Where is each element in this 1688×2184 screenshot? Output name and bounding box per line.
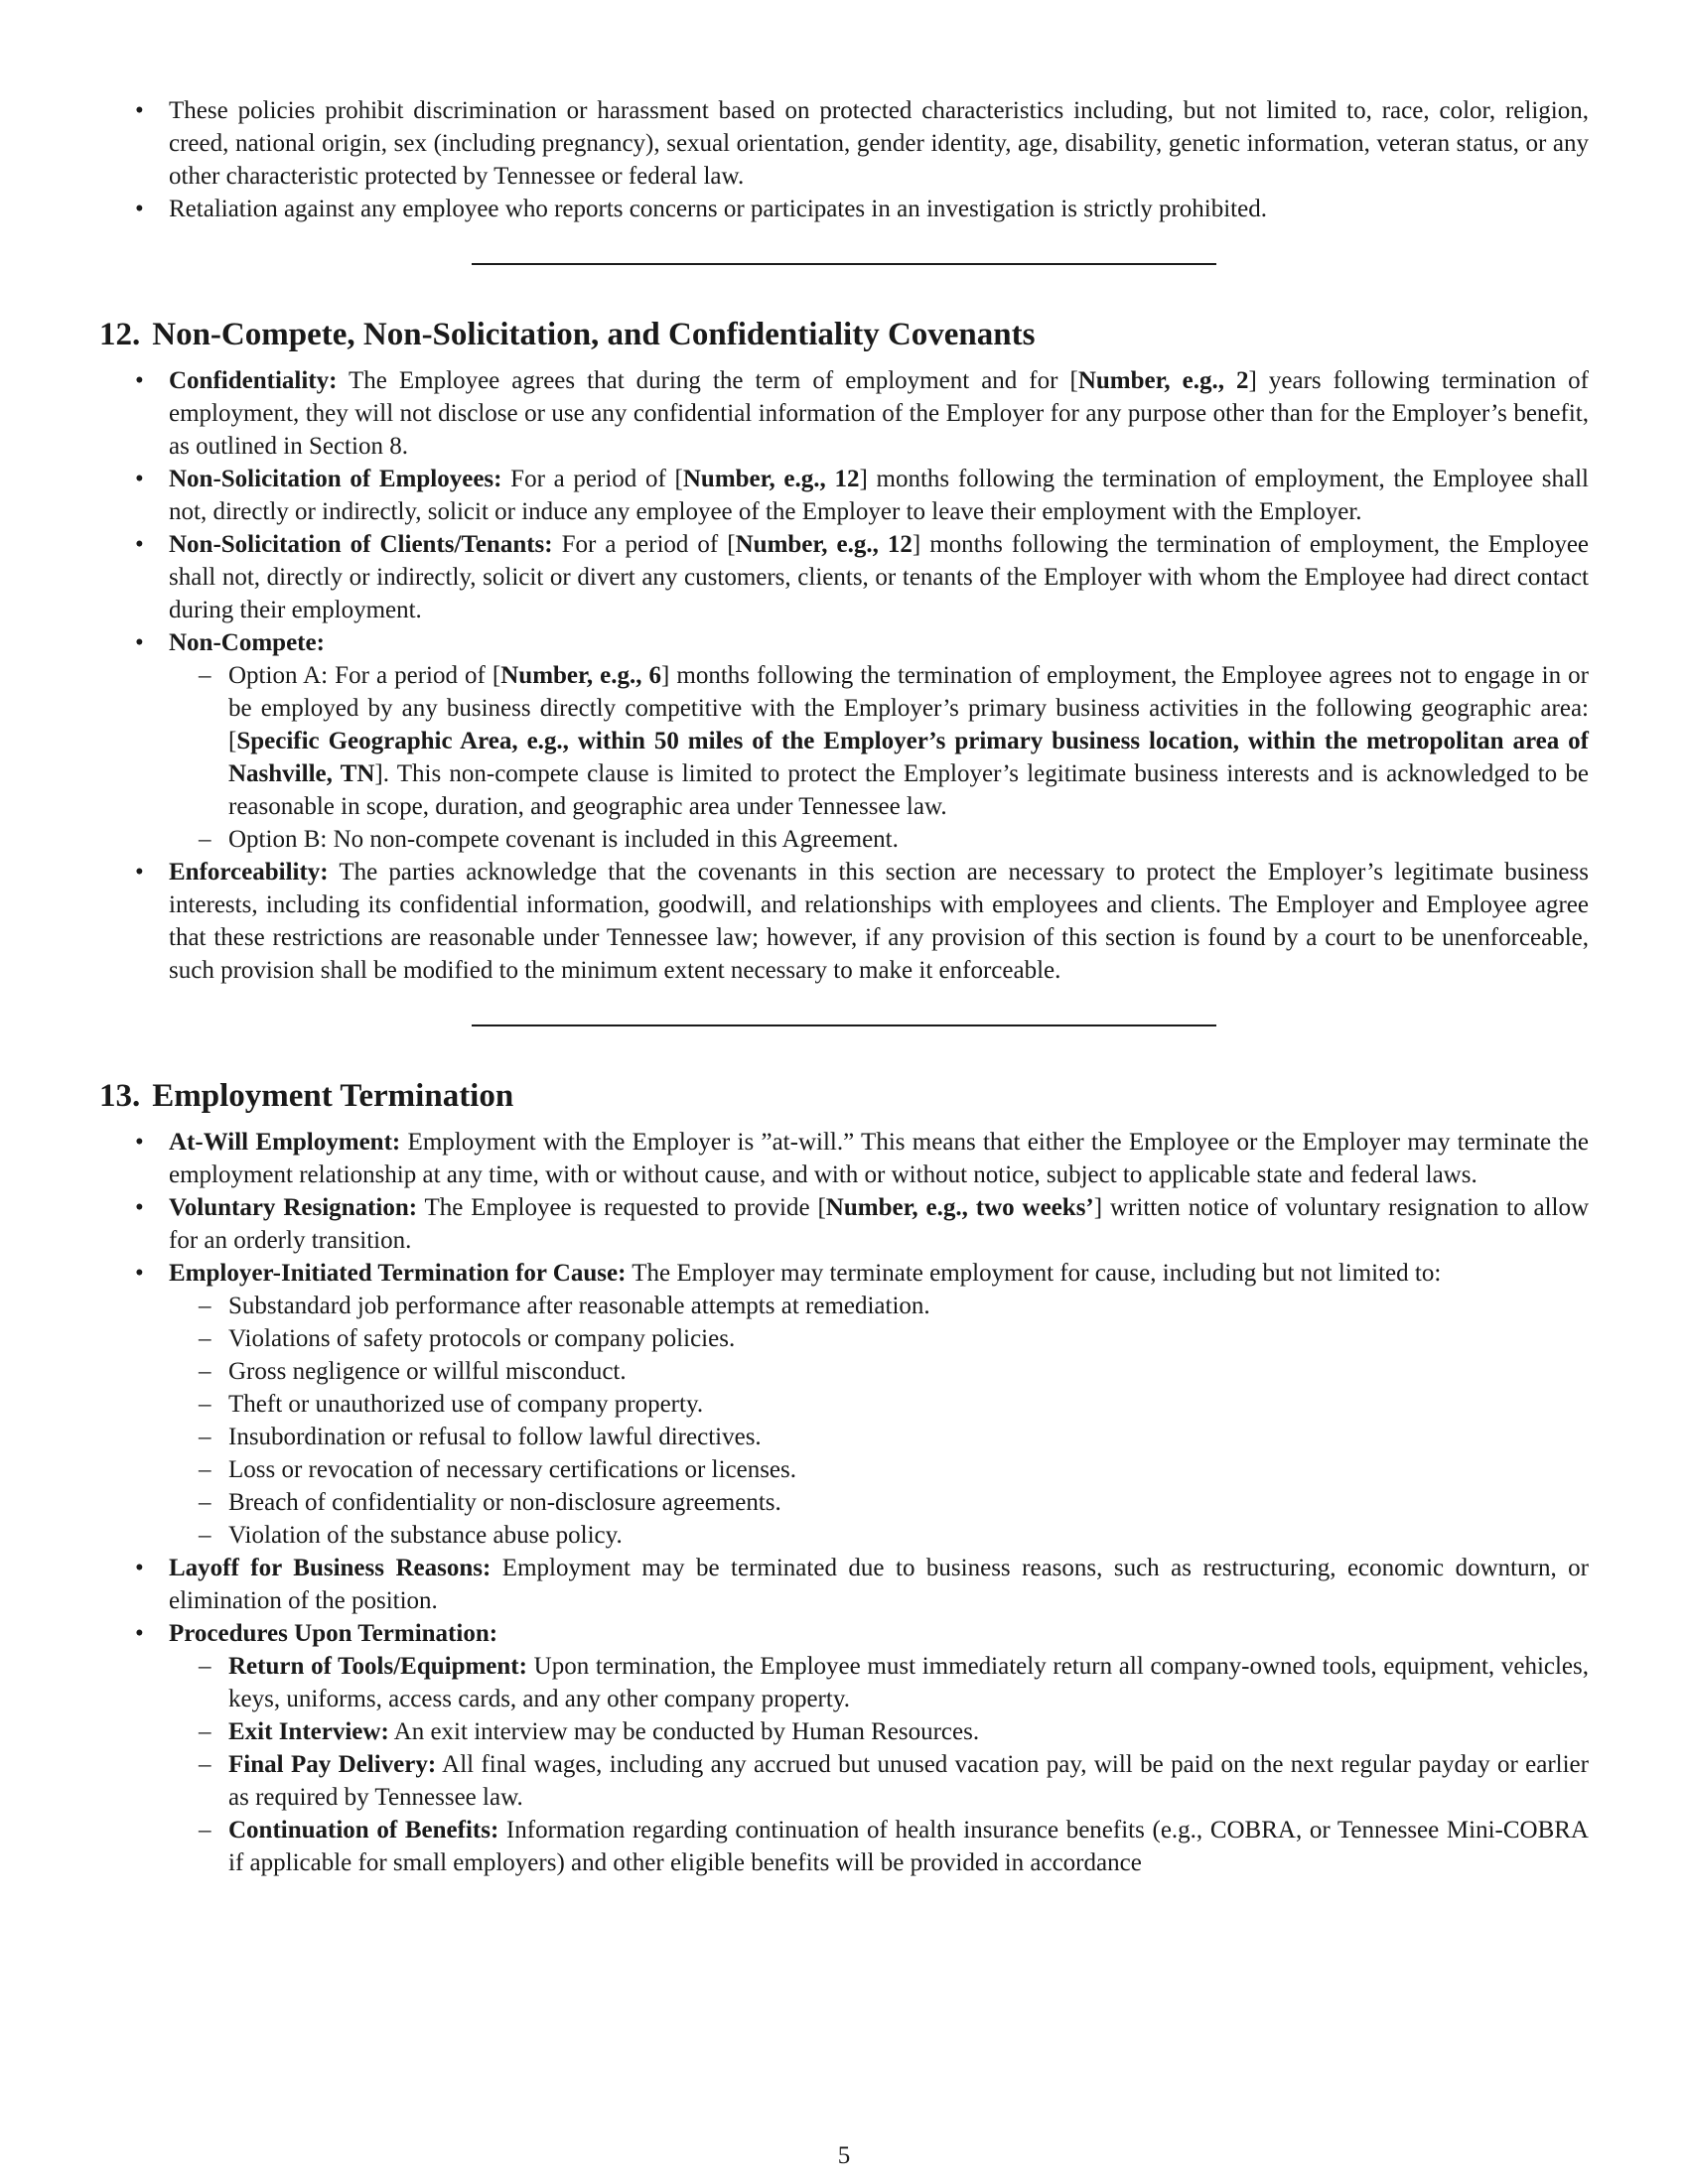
cause-list — [169, 1290, 1589, 1552]
non-compete-options — [169, 659, 1589, 856]
list-item: – Substandard job performance after reasonable attempts at remediation. — [169, 1290, 1589, 1322]
page-number: 5 — [837, 2142, 851, 2169]
list-item: – Theft or unauthorized use of company property. — [169, 1388, 1589, 1421]
final-pay-item: – Final Pay Delivery: All final wages, including any accrued but unused vacation pay, will be paid on the next regular payday or earlier as required by Tennessee law. — [169, 1748, 1589, 1814]
confidentiality-item: • Confidentiality: The Employee agrees that during the term of employment and for [Number, e.g., 2] years following termination of employment, they will not disclose or use any confidential information of the Employer for any purpose other than for the Employer’s benefit, as outlined in Section 8. — [99, 364, 1589, 463]
intro-bullet-list — [99, 94, 1589, 225]
non-compete-item: • Non-Compete: – Option A: For a period of [Number, e.g., 6] months following the termination of employment, the Employee agrees not to engage in or be employed by any business directly competitive with the Employer’s primary business activities in the following geographic area: [Specific Geographic Area, e.g., within 50 miles of the Employer’s primary business location, within the metropolitan area of Nashville, TN]. This non-compete clause is limited to protect the Employer’s legitimate business interests and is acknowledged to be reasonable in scope, duration, and geographic area under Tennessee law. – Option B: No non-compete covenant is included in this Agreement. — [99, 626, 1589, 856]
list-item: – Violations of safety protocols or company policies. — [169, 1322, 1589, 1355]
exit-interview-item: – Exit Interview: An exit interview may be conducted by Human Resources. — [169, 1715, 1589, 1748]
document-page — [99, 94, 1589, 1879]
benefits-item: – Continuation of Benefits: Information regarding continuation of health insurance benefits (e.g., COBRA, or Tennessee Mini-COBRA if applicable for small employers) and other eligible benefits will be provided in accordance — [169, 1814, 1589, 1879]
return-tools-item: – Return of Tools/Equipment: Upon termination, the Employee must immediately return all company-owned tools, equipment, vehicles, keys, uniforms, access cards, and any other company property. — [169, 1650, 1589, 1715]
list-item: – Insubordination or refusal to follow lawful directives. — [169, 1421, 1589, 1453]
non-solicitation-clients-item: • Non-Solicitation of Clients/Tenants: For a period of [Number, e.g., 12] months following the termination of employment, the Employee shall not, directly or indirectly, solicit or divert any customers, clients, or tenants of the Employer with whom the Employee had direct contact during their employment. — [99, 528, 1589, 626]
section-divider — [472, 1024, 1216, 1026]
layoff-item: • Layoff for Business Reasons: Employment may be terminated due to business reasons, such as restructuring, economic downturn, or elimination of the position. — [99, 1552, 1589, 1617]
voluntary-resignation-item: • Voluntary Resignation: The Employee is requested to provide [Number, e.g., two weeks’] written notice of voluntary resignation to allow for an orderly transition. — [99, 1191, 1589, 1257]
enforceability-item: • Enforceability: The parties acknowledge that the covenants in this section are necessary to protect the Employer’s legitimate business interests, including its confidential information, goodwill, and relationships with employees and clients. The Employer and Employee agree that these restrictions are reasonable under Tennessee law; however, if any provision of this section is found by a court to be unenforceable, such provision shall be modified to the minimum extent necessary to make it enforceable. — [99, 856, 1589, 987]
list-item: • Retaliation against any employee who reports concerns or participates in an investigation is strictly prohibited. — [99, 193, 1589, 225]
section-heading-13: 13. Employment Termination — [99, 1078, 514, 1114]
procedures-list — [169, 1650, 1589, 1879]
list-item: – Violation of the substance abuse policy. — [169, 1519, 1589, 1552]
at-will-item: • At-Will Employment: Employment with the Employer is ”at-will.” This means that either the Employee or the Employer may terminate the employment relationship at any time, with or without cause, and with or without notice, subject to applicable state and federal laws. — [99, 1126, 1589, 1191]
section-divider — [472, 263, 1216, 265]
termination-for-cause-item: • Employer-Initiated Termination for Cause: The Employer may terminate employment for cause, including but not limited to: – Substandard job performance after reasonable attempts at remediation. – Violations of safety protocols or company policies. – Gross negligence or willful misconduct. – Theft or unauthorized use of company property. – Insubordination or refusal to follow lawful directives. – Loss or revocation of necessary certifications or licenses. – Breach of confidentiality or non-disclosure agreements. – Violation of the substance abuse policy. — [99, 1257, 1589, 1552]
list-item: – Loss or revocation of necessary certifications or licenses. — [169, 1453, 1589, 1486]
list-item: • These policies prohibit discrimination or harassment based on protected characteristics including, but not limited to, race, color, religion, creed, national origin, sex (including pregnancy), sexual orientation, gender identity, age, disability, genetic information, veteran status, or any other characteristic protected by Tennessee or federal law. — [99, 94, 1589, 193]
option-b-item: – Option B: No non-compete covenant is included in this Agreement. — [169, 823, 1589, 856]
section-13-list — [99, 1126, 1589, 1879]
procedures-item: • Procedures Upon Termination: – Return of Tools/Equipment: Upon termination, the Employee must immediately return all company-owned tools, equipment, vehicles, keys, uniforms, access cards, and any other company property. – Exit Interview: An exit interview may be conducted by Human Resources. – Final Pay Delivery: All final wages, including any accrued but unused vacation pay, will be paid on the next regular payday or earlier as required by Tennessee law. – Continuation of Benefits: Information regarding continuation of health insurance benefits (e.g., COBRA, or Tennessee Mini-COBRA if applicable for small employers) and other eligible benefits will be provided in accordance — [99, 1617, 1589, 1879]
section-12-list — [99, 364, 1589, 987]
option-a-item: – Option A: For a period of [Number, e.g., 6] months following the termination of employment, the Employee agrees not to engage in or be employed by any business directly competitive with the Employer’s primary business activities in the following geographic area: [Specific Geographic Area, e.g., within 50 miles of the Employer’s primary business location, within the metropolitan area of Nashville, TN]. This non-compete clause is limited to protect the Employer’s legitimate business interests and is acknowledged to be reasonable in scope, duration, and geographic area under Tennessee law. — [169, 659, 1589, 823]
list-item: – Breach of confidentiality or non-disclosure agreements. — [169, 1486, 1589, 1519]
list-item: – Gross negligence or willful misconduct. — [169, 1355, 1589, 1388]
section-heading-12: 12. Non-Compete, Non-Solicitation, and Confidentiality Covenants — [99, 317, 1036, 352]
non-solicitation-employees-item: • Non-Solicitation of Employees: For a period of [Number, e.g., 12] months following the termination of employment, the Employee shall not, directly or indirectly, solicit or induce any employee of the Employer to leave their employment with the Employer. — [99, 463, 1589, 528]
